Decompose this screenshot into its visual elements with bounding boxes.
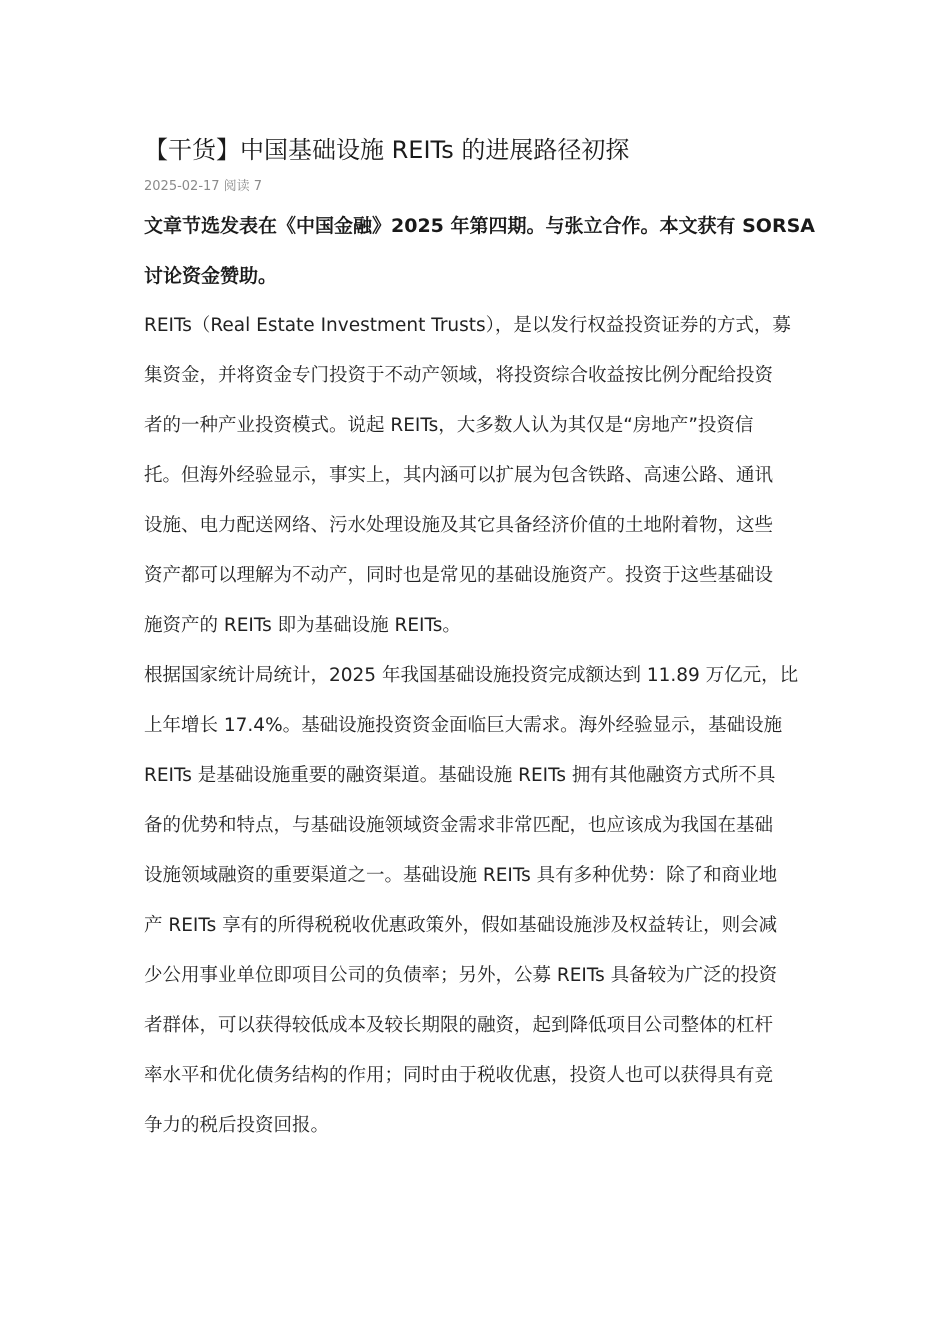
article	[144, 130, 815, 1151]
text-line: 少公用事业单位即项目公司的负债率；另外，公募 REITs 具备较为广泛的投资	[144, 965, 778, 986]
text-line: 者的一种产业投资模式。说起 REITs，大多数人认为其仅是“房地产”投资信	[144, 415, 754, 436]
text-line: 争力的税后投资回报。	[144, 1115, 330, 1136]
publish-date: 2025-02-17	[144, 179, 220, 194]
article-title: 【干货】中国基础设施 REITs 的进展路径初探	[144, 136, 630, 164]
text-line: 施资产的 REITs 即为基础设施 REITs。	[144, 615, 461, 636]
text-line: 率水平和优化债务结构的作用；同时由于税收优惠，投资人也可以获得具有竞	[144, 1065, 774, 1086]
text-line: 托。但海外经验显示，事实上，其内涵可以扩展为包含铁路、高速公路、通讯	[144, 465, 774, 486]
read-count: 阅读 7	[223, 179, 262, 194]
text-line: 者群体，可以获得较低成本及较长期限的融资，起到降低项目公司整体的杠杆	[144, 1015, 774, 1036]
article-meta	[144, 177, 810, 197]
paragraph-infrastructure-investment	[144, 651, 810, 1151]
text-line: 集资金，并将资金专门投资于不动产领域，将投资综合收益按比例分配给投资	[144, 365, 774, 386]
text-line: REITs 是基础设施重要的融资渠道。基础设施 REITs 拥有其他融资方式所不具	[144, 765, 776, 786]
text-line: 文章节选发表在《中国金融》2025 年第四期。与张立合作。本文获有 SORSA	[144, 215, 815, 237]
text-line: 讨论资金赞助。	[144, 265, 278, 287]
text-line: 产 REITs 享有的所得税税收优惠政策外，假如基础设施涉及权益转让，则会减	[144, 915, 778, 936]
text-line: 上年增长 17.4%。基础设施投资资金面临巨大需求。海外经验显示，基础设施	[144, 715, 783, 736]
text-line: 资产都可以理解为不动产，同时也是常见的基础设施资产。投资于这些基础设	[144, 565, 774, 586]
text-line: REITs（Real Estate Investment Trusts），是以发行权益投资证券的方式，募	[144, 315, 791, 336]
paragraph-reits-definition	[144, 301, 810, 651]
text-line: 根据国家统计局统计，2025 年我国基础设施投资完成额达到 11.89 万亿元，比	[144, 665, 799, 686]
lead-paragraph	[144, 201, 815, 301]
text-line: 设施、电力配送网络、污水处理设施及其它具备经济价值的土地附着物，这些	[144, 515, 774, 536]
text-line: 设施领域融资的重要渠道之一。基础设施 REITs 具有多种优势：除了和商业地	[144, 865, 778, 886]
text-line: 备的优势和特点，与基础设施领域资金需求非常匹配，也应该成为我国在基础	[144, 815, 774, 836]
